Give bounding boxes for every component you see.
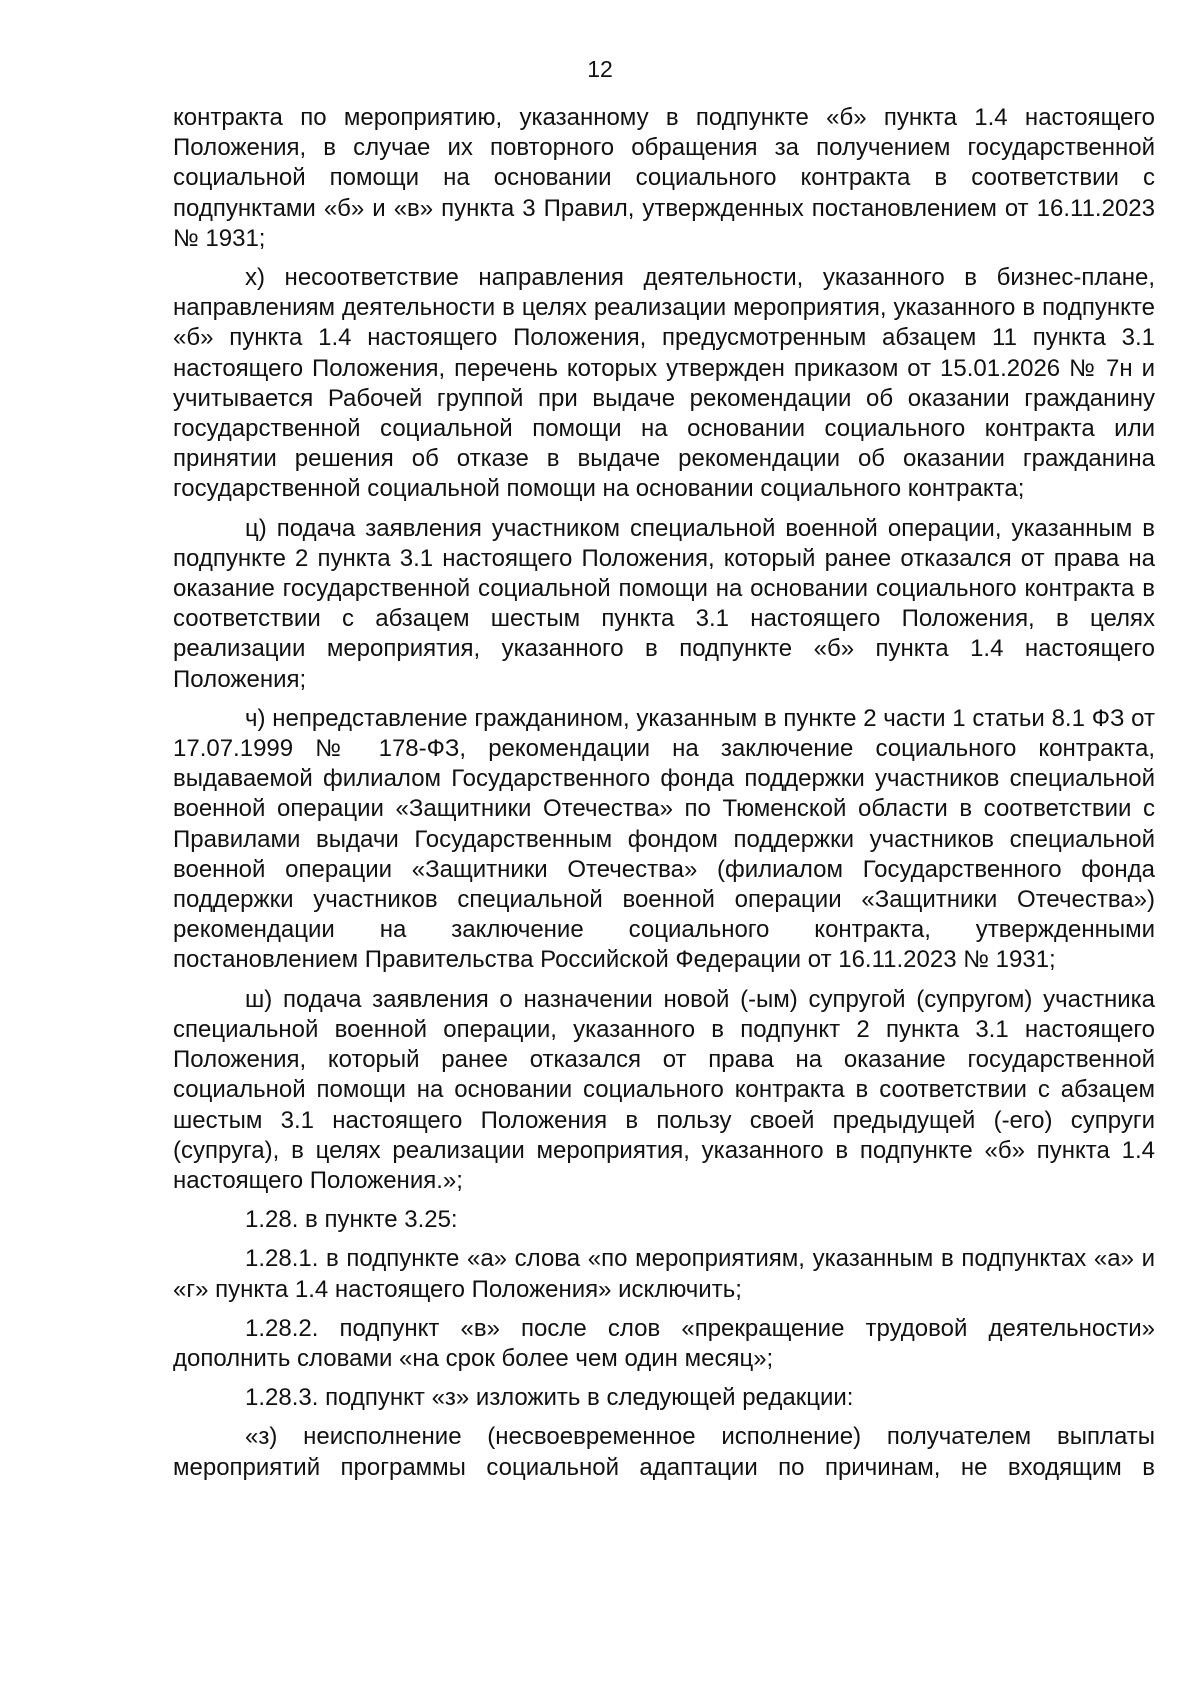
paragraph-1-28-2: 1.28.2. подпункт «в» после слов «прекращение трудовой деятельности» дополнить словами «на срок более чем один месяц»; <box>173 1314 1155 1372</box>
paragraph-1-28-3: 1.28.3. подпункт «з» изложить в следующей редакции: <box>245 1384 854 1412</box>
paragraph-item-z: «з) неисполнение (несвоевременное исполнение) получателем выплаты мероприятий программы социальной адаптации по причинам, не входящим в <box>173 1423 1155 1481</box>
paragraph-item-ts: ц) подача заявления участником специальной военной операции, указанным в подпункте 2 пункта 3.1 настоящего Положения, который ранее отказался от права на оказание государственной социальной помощи на основании социального контракта в соответствии с абзацем шестым пункта 3.1 настоящего Положения, в целях реализации мероприятия, указанного в подпункте «б» пункта 1.4 настоящего Положения; <box>173 514 1155 693</box>
paragraph-item-ch: ч) непредставление гражданином, указанным в пункте 2 части 1 статьи 8.1 ФЗ от 17.07.1999 № 178-ФЗ, рекомендации на заключение социального контракта, выдаваемой филиалом Государственного фонда поддержки участников специальной военной операции «Защитники Отечества» по Тюменской области в соответствии с Правилами выдачи Государственным фондом поддержки участников специальной военной операции «Защитники Отечества» (филиалом Государственного фонда поддержки участников специальной военной операции «Защитники Отечества») рекомендации на заключение социального контракта, утвержденными постановлением Правительства Российской Федерации от 16.11.2023 № 1931; <box>173 704 1155 974</box>
paragraph-item-kh: х) несоответствие направления деятельности, указанного в бизнес-плане, направлениям деятельности в целях реализации мероприятия, указанного в подпункте «б» пункта 1.4 настоящего Положения, предусмотренным абзацем 11 пункта 3.1 настоящего Положения, перечень которых утвержден приказом от 15.01.2026 № 7н и учитывается Рабочей группой при выдаче рекомендации об оказании гражданину государственной социальной помощи на основании социального контракта или принятии решения об отказе в выдаче рекомендации об оказании гражданина государственной социальной помощи на основании социального контракта; <box>173 264 1155 503</box>
page-number: 12 <box>587 56 613 82</box>
paragraph-1-28-1: 1.28.1. в подпункте «а» слова «по мероприятиям, указанным в подпунктах «а» и «г» пункта 1.4 настоящего Положения» исключить; <box>173 1245 1155 1303</box>
document-body <box>173 103 1155 1492</box>
paragraph-1-28: 1.28. в пункте 3.25: <box>245 1206 458 1234</box>
paragraph-item-sh: ш) подача заявления о назначении новой (-ым) супругой (супругом) участника специальной военной операции, указанного в подпункт 2 пункта 3.1 настоящего Положения, который ранее отказался от права на оказание государственной социальной помощи на основании социального контракта в соответствии с абзацем шестым 3.1 настоящего Положения в пользу своей предыдущей (-его) супруги (супруга), в целях реализации мероприятия, указанного в подпункте «б» пункта 1.4 настоящего Положения.»; <box>173 985 1155 1194</box>
paragraph-continuation: контракта по мероприятию, указанному в подпункте «б» пункта 1.4 настоящего Положения, в случае их повторного обращения за получением государственной социальной помощи на основании социального контракта в соответствии с подпунктами «б» и «в» пункта 3 Правил, утвержденных постановлением от 16.11.2023 № 1931; <box>173 104 1155 252</box>
